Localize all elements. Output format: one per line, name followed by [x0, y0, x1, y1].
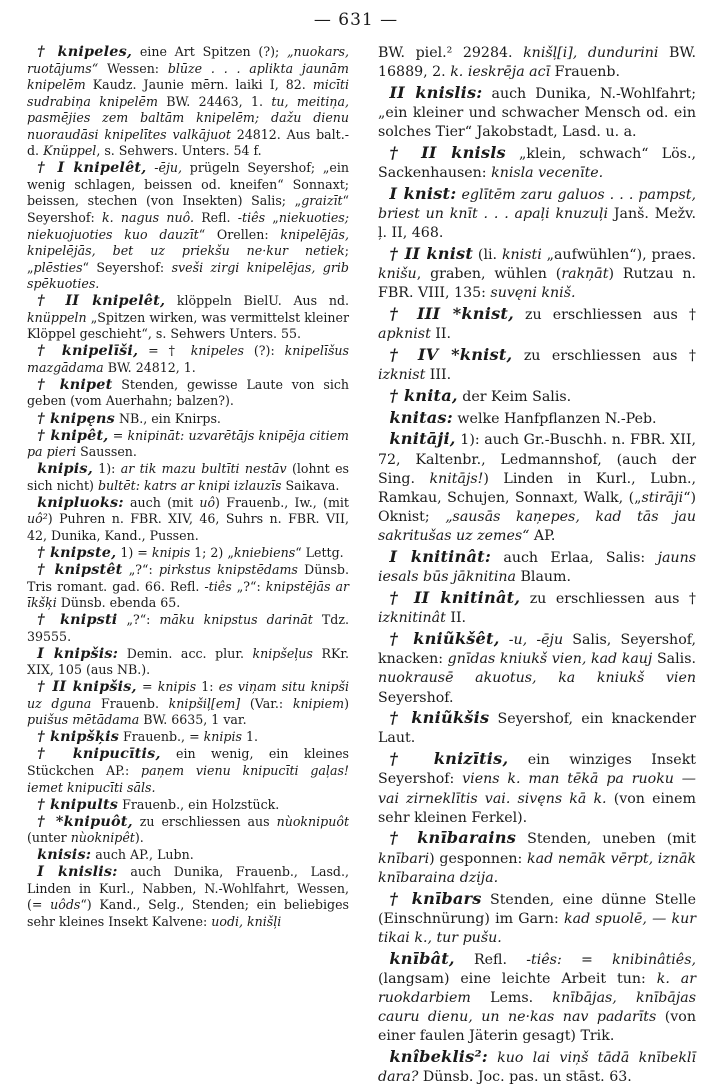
entry-text: AP.	[529, 528, 556, 545]
dictionary-entry	[378, 889, 696, 949]
entry-example-text: knipis	[203, 729, 242, 745]
entry-text: Frauenb., ein Holzstück.	[118, 796, 280, 812]
entry-text: , graben, wühlen (	[416, 266, 562, 283]
entry-text: Stenden, eine dünne Stelle (Einschnürung) im Garn:	[378, 891, 697, 927]
entry-example-text: eglītēm zaru galuos . . . pampst, briest un knīt . . . apaļi knuzuļi	[378, 186, 696, 223]
dictionary-entry	[27, 646, 349, 679]
entry-text: auch (mit	[123, 494, 200, 510]
dictionary-entry	[27, 428, 349, 461]
entry-example-text: ar tik mazu bultīti nestāv	[120, 461, 287, 477]
entry-example-text: izknist	[378, 367, 426, 384]
dictionary-entry	[27, 746, 349, 796]
entry-headword: † knipucītis,	[37, 746, 161, 763]
entry-text: Wessen:	[98, 60, 168, 76]
entry-headword: I knist:	[389, 183, 457, 203]
dictionary-entry	[27, 495, 349, 545]
entry-example-text: nùoknipuôt	[276, 813, 349, 829]
entry-headword: † II knist	[389, 244, 474, 264]
entry-example-text: -tiês:	[526, 951, 562, 968]
entry-text: Lems.	[470, 990, 553, 1007]
entry-text: II.	[430, 326, 452, 343]
entry-text: Kaudz. Jaunie mērn. laiki I, 82.	[85, 77, 313, 93]
entry-example-text: stirāji	[641, 489, 684, 506]
dictionary-entry	[27, 411, 349, 428]
entry-example-text: graizīt	[301, 193, 343, 209]
entry-headword: † knita,	[389, 385, 458, 405]
entry-text: auch Erlaa, Salis:	[491, 550, 658, 567]
entry-text: zu erschliessen aus †	[513, 307, 697, 324]
entry-text: auch Dunika, Frauenb., Lasd., Linden in Kurl., Nabben, N.-Wohlfahrt, Wessen, (=	[27, 864, 349, 913]
entry-text: „?“:	[117, 612, 160, 628]
entry-text: ein wenig, ein kleines Stückchen AP.:	[27, 746, 349, 779]
dictionary-entry	[27, 293, 349, 343]
entry-text: BW. piel.² 29284.	[378, 45, 524, 61]
entry-example-text: knipis	[151, 544, 191, 560]
entry-text: )	[344, 695, 349, 711]
entry-example-text: knipelīšus mazgādama	[27, 343, 349, 375]
entry-text: Frauenb.	[91, 695, 169, 711]
entry-headword: † kniũkšis	[389, 708, 490, 728]
entry-text: (lohnt es sich nicht)	[27, 461, 349, 493]
entry-text: BW. 24463, 1.	[157, 93, 272, 109]
entry-text: “) Oknist;	[378, 489, 696, 526]
entry-text: =	[108, 427, 128, 443]
entry-text: „?“:	[231, 578, 266, 594]
entry-text: prügeln Seyershof; „ein wenig schlagen, beissen od. kneifen“ Sonnaxt; beissen, stechen (von Insekten) Salis; „	[27, 160, 349, 209]
entry-headword: † knipelīši,	[37, 343, 139, 360]
entry-example-text: suvęni kniš.	[490, 285, 576, 302]
entry-example-text: tu, meitiņa, pasmējies zem baltām knipelēm; dažu dienu nuoraudāsi knipelītes valkājuot	[27, 93, 349, 142]
entry-example-text: nuokrausē akuotus, ka kniukš vien	[378, 670, 696, 687]
entry-text: (unter	[27, 830, 71, 846]
entry-text: =	[136, 679, 158, 695]
entry-text: Dünsb. ebenda 65.	[56, 595, 181, 611]
entry-text: 1; 2) „	[190, 544, 234, 560]
entry-example-text: knipeles	[190, 343, 244, 359]
entry-example-text: k. nagus nuô.	[101, 209, 194, 225]
entry-text: Saussen.	[76, 444, 137, 460]
entry-example-text: knipelējās, knipelējās, bet uz priekšu ne·kur netiek	[27, 226, 349, 259]
entry-text: “) Kand., Selg., Stenden; ein beliebiges sehr kleines Insekt Kalvene:	[27, 897, 350, 929]
entry-example-text: knisla vecenīte.	[491, 165, 604, 182]
entry-headword: † knībarains	[389, 828, 516, 848]
entry-text: Refl.	[454, 951, 527, 968]
entry-text: Seyershof.	[378, 689, 454, 706]
dictionary-entry	[378, 429, 696, 546]
entry-headword: † knipšķis	[37, 729, 120, 746]
dictionary-entry	[27, 612, 349, 645]
dictionary-entry	[378, 828, 696, 888]
entry-example-text: k. ar ruokdarbiem	[378, 970, 696, 1007]
entry-example-text: knipiem	[292, 695, 345, 711]
page-number: — 631 —	[313, 10, 399, 30]
entry-text: (von einer faulen Jäterin gesagt) Trik.	[378, 1009, 696, 1045]
entry-headword: † III *knist,	[389, 304, 514, 324]
dictionary-entry	[27, 377, 349, 410]
dictionary-entry	[378, 949, 696, 1047]
entry-example-text: -u, -ēju	[508, 631, 564, 648]
dictionary-entry	[27, 797, 349, 814]
entry-headword: † knipults	[37, 796, 119, 813]
entry-headword: † knipęns	[37, 410, 115, 427]
entry-example-text: izknitinât	[378, 610, 446, 627]
entry-text: “ Seyershof:	[27, 193, 349, 225]
entry-headword: knitāji,	[389, 429, 456, 449]
entry-text: 1:	[196, 679, 219, 695]
entry-example-text: Knüppel	[43, 143, 97, 159]
dictionary-entry	[378, 386, 696, 407]
entry-text: (von einem sehr kleinen Ferkel).	[378, 790, 696, 826]
entry-example-text: knüppeln	[27, 309, 87, 325]
entry-headword: † IV *knist,	[389, 345, 513, 365]
entry-text: welke Hanfpflanzen N.-Peb.	[452, 410, 657, 427]
entry-text: Salis.	[652, 651, 697, 668]
entry-headword: knībât,	[389, 948, 455, 968]
entry-headword: † knipeles,	[37, 44, 133, 60]
dictionary-entry	[378, 629, 696, 708]
entry-text: (Var.:	[240, 695, 293, 711]
entry-headword: † II knipelêt,	[37, 293, 166, 310]
entry-example-text: -ēju,	[154, 160, 182, 176]
entry-example-text: uodi, knišļi	[211, 913, 282, 929]
entry-headword: knitas:	[389, 407, 453, 427]
entry-headword: † knipêt,	[37, 427, 109, 444]
dictionary-entry	[378, 408, 696, 429]
dictionary-entry	[378, 1047, 696, 1087]
dictionary-entry	[27, 160, 349, 292]
dictionary-entry	[378, 304, 696, 344]
dictionary-entry	[378, 184, 696, 244]
entry-example-text: nùoknipêt	[70, 830, 135, 846]
entry-example-text: knibinâtiês,	[612, 951, 696, 968]
entry-text: Demin. acc. plur.	[118, 645, 253, 661]
entry-example-text: blūze . . . aplikta jaunām knipelēm	[27, 60, 349, 93]
entry-example-text: bultēt: katrs ar knipi izlauzīs	[97, 477, 282, 493]
entry-text: ) Puhren n. FBR. XIV, 46, Suhrs n. FBR. VII, 42, Dunika, Kand., Pussen.	[27, 511, 349, 543]
entry-text: ) Rutzau n. FBR. VIII, 135:	[378, 266, 696, 302]
entry-headword: † II knisls	[389, 143, 506, 163]
entry-example-text: knipis	[157, 679, 197, 695]
entry-text: ; „	[27, 243, 349, 275]
entry-example-text: knībājas, knībājas cauru dienu, un ne·kas nav padarīts	[378, 990, 696, 1026]
entry-text: BW. 16889, 2.	[378, 45, 696, 81]
entry-text: II.	[445, 610, 467, 627]
dictionary-entry	[378, 708, 696, 748]
entry-text: „Spitzen wirken, was vermittelst kleiner Klöppel geschieht“, s. Sehwers Unters. 55.	[27, 309, 349, 342]
entry-example-text: jauns iesals būs jāknitina	[378, 550, 696, 586]
entry-example-text: māku knipstus darināt	[159, 612, 313, 628]
entry-text: „?“:	[122, 561, 159, 577]
dictionary-entry	[378, 588, 696, 628]
entry-text: ) gesponnen:	[429, 850, 528, 867]
entry-example-text: es viņam situ knipši uz dguna	[27, 679, 349, 711]
entry-text: BW. 6635, 1 var.	[139, 712, 247, 728]
entry-headword: knîbeklis²:	[389, 1047, 488, 1067]
entry-example-text: „sausās kaņepes, kad tās jau sakritušas uz zemes“	[378, 509, 696, 545]
entry-example-text: pirkstus knipstēdams	[158, 561, 298, 577]
entry-headword: † II knitinât,	[389, 587, 521, 607]
entry-example-text: sveši zirgi knipelējas, grib spēkuoties.	[27, 259, 349, 292]
dictionary-entry	[378, 345, 696, 385]
entry-text: zu erschliessen aus	[132, 813, 277, 829]
entry-example-text: rakņāt	[561, 266, 609, 283]
entry-headword: † II knipšis,	[37, 679, 137, 696]
dictionary-entry	[27, 343, 349, 376]
entry-headword: I knitinât:	[389, 547, 492, 567]
entry-text: (langsam) eine leichte Arbeit tun:	[378, 970, 657, 987]
entry-headword: knipis,	[37, 461, 93, 478]
entry-text: auch AP., Lubn.	[91, 847, 194, 863]
dictionary-entry	[27, 847, 349, 864]
entry-text: Dünsb. Joc. pas. un stāst. 63.	[418, 1069, 632, 1086]
entry-text: 24812. Aus balt.-d.	[27, 126, 349, 159]
entry-text: Stenden, gewisse Laute von sich geben (vom Auerhahn; balzen?).	[27, 376, 350, 409]
right-column	[378, 44, 696, 1088]
entry-headword: I knislis:	[37, 864, 118, 881]
entry-text: Blaum.	[515, 569, 572, 586]
entry-example-text: knipstējās ar īkšķi	[27, 578, 349, 611]
entry-headword: knipluoks:	[37, 494, 124, 511]
entry-headword: † knipstêt	[37, 561, 123, 578]
dictionary-entry	[378, 83, 696, 143]
entry-example-text: knipināt: uzvarētājs knipēja citiem pa pieri	[27, 427, 349, 460]
dictionary-entry	[378, 749, 696, 828]
entry-headword: † knībars	[389, 888, 482, 908]
entry-example-text: plēsties	[33, 259, 83, 275]
entry-headword: † knipet	[37, 376, 113, 393]
dictionary-entry	[27, 814, 349, 847]
entry-headword: † knipsti	[37, 612, 118, 629]
entry-text: “ Seyershof:	[82, 259, 172, 275]
dictionary-entry	[378, 143, 696, 183]
entry-example-text: kad nemāk vērpt, iznāk knībaraina dzija.	[378, 850, 697, 886]
entry-text	[500, 632, 509, 648]
entry-example-text: uô	[199, 494, 216, 510]
entry-text: “ Orellen:	[198, 226, 281, 242]
entry-text: Refl.	[193, 209, 238, 225]
entry-text: ein winziges Insekt Seyershof:	[378, 752, 696, 788]
dictionary-entry	[27, 864, 349, 930]
entry-text: zu erschliessen aus †	[520, 590, 697, 607]
entry-example-text: paņem vienu knipucīti gaļas! iemet knipucīti sāls.	[27, 763, 349, 795]
dictionary-entry	[378, 244, 696, 304]
entry-text: “ Lettg.	[295, 544, 344, 560]
dictionary-entry	[27, 461, 349, 494]
entry-text: zu erschliessen aus †	[512, 348, 697, 365]
entry-text: Saikava.	[281, 477, 340, 493]
entry-example-text: knišu	[378, 266, 417, 283]
entry-example-text: knitājs!	[429, 470, 484, 487]
entry-headword: knisis:	[37, 847, 92, 864]
dictionary-entry	[27, 729, 349, 746]
dictionary-entry	[27, 44, 349, 160]
dictionary-entry	[27, 562, 349, 612]
dictionary-entry	[27, 545, 349, 562]
entry-text: auch Dunika, N.-Wohlfahrt; „ein kleiner und schwacher Mensch od. ein solches Tier“ Jakobstadt, Lasd. u. a.	[378, 85, 696, 141]
entry-headword: I knipšis:	[37, 645, 119, 662]
entry-text: 1): auch Gr.-Buschh. n. FBR. XII, 72, Kaltenbr., Ledmannshof, (auch der Sing.	[378, 432, 696, 487]
entry-text: , s. Sehwers. Unters. 54 f.	[96, 143, 262, 159]
entry-example-text: viens k. man tēkā pa ruoku — vai zirneklītis vai. sivęns kā k.	[378, 771, 696, 807]
entry-example-text: knībari	[378, 850, 430, 867]
entry-text: der Keim Salis.	[457, 388, 572, 405]
entry-headword: † *knipuôt,	[37, 813, 133, 830]
entry-example-text: puišus mētādama	[27, 712, 140, 728]
entry-text: Salis, Seyershof, knacken:	[378, 631, 696, 668]
entry-text: Seyershof, ein knackender Laut.	[378, 711, 696, 747]
entry-example-text: kad spuolē, — kur tikai k., tur pušu.	[378, 910, 696, 946]
entry-example-text: micīti sudrabiņa knipelēm	[27, 77, 349, 109]
entry-example-text: „nuokars, ruotājums“	[27, 44, 349, 76]
dictionary-entry	[378, 44, 696, 82]
entry-text: 1):	[92, 461, 121, 477]
entry-example-text: apknist	[378, 326, 431, 343]
entry-text: Janš. Mežv. ļ. II, 468.	[378, 206, 696, 242]
entry-example-text: knipšeļus	[252, 645, 313, 661]
entry-text: BW. 24812, 1.	[103, 359, 196, 375]
entry-text: Tdz. 39555.	[27, 612, 349, 644]
entry-text: ).	[134, 830, 144, 846]
entry-headword: II knislis:	[389, 82, 483, 102]
entry-example-text: -tiês	[237, 209, 266, 225]
entry-text	[488, 1050, 497, 1066]
entry-headword: † knipste,	[37, 544, 117, 561]
entry-example-text: -tiês	[204, 578, 232, 594]
entry-text: 1) =	[116, 544, 152, 560]
entry-text: ) Linden in Kurl., Lubn., Ramkau, Schujen, Sonnaxt, Walk, („	[378, 470, 696, 506]
entry-headword: † I knipelêt,	[37, 160, 147, 177]
entry-text: RKr. XIX, 105 (aus NB.).	[27, 645, 349, 678]
entry-text: „	[265, 209, 279, 225]
entry-example-text: kniebiens	[233, 544, 296, 560]
entry-text: III.	[425, 367, 452, 384]
entry-headword: † knizītis,	[389, 749, 509, 769]
entry-example-text: k. ieskrēja acī	[450, 64, 551, 81]
dictionary-entry	[378, 547, 696, 587]
entry-text: „klein, schwach“ Lös., Sackenhausen:	[378, 146, 696, 182]
entry-text: 1.	[241, 729, 258, 745]
entry-text: NB., ein Knirps.	[114, 410, 221, 426]
entry-example-text: niekuoties; niekuojuoties kuo dauzīt	[27, 209, 350, 242]
dictionary-entry	[27, 679, 349, 729]
entry-example-text: knipšiļ[em]	[168, 695, 241, 711]
entry-text: „aufwühlen“), praes.	[541, 247, 697, 264]
entry-text: Frauenb., =	[119, 729, 204, 745]
entry-text: = †	[138, 343, 191, 359]
entry-text: (li.	[473, 247, 502, 264]
left-column	[27, 44, 349, 931]
entry-text: Dünsb. Tris romant. gad. 66. Refl.	[27, 561, 349, 594]
entry-text: klöppeln BielU. Aus nd.	[165, 293, 350, 309]
entry-example-text: knisti	[501, 247, 542, 264]
entry-text: Frauenb.	[550, 64, 620, 81]
entry-example-text: kuo lai viņš tādā knībeklī dara?	[378, 1050, 696, 1086]
entry-text: (?):	[243, 343, 285, 359]
entry-text: eine Art Spitzen (?);	[132, 44, 288, 59]
entry-text: =	[561, 951, 613, 968]
entry-text: Stenden, uneben (mit	[516, 831, 696, 848]
entry-example-text: uô²	[27, 511, 48, 527]
entry-example-text: knišļ[i], dundurini	[523, 45, 659, 61]
entry-text: ) Frauenb., Iw., (mit	[215, 494, 349, 510]
entry-example-text: gnīdas kniukš vien, kad kauj	[447, 651, 653, 668]
entry-example-text: uôds	[50, 897, 81, 913]
entry-headword: † kniũkšêt,	[389, 628, 500, 648]
